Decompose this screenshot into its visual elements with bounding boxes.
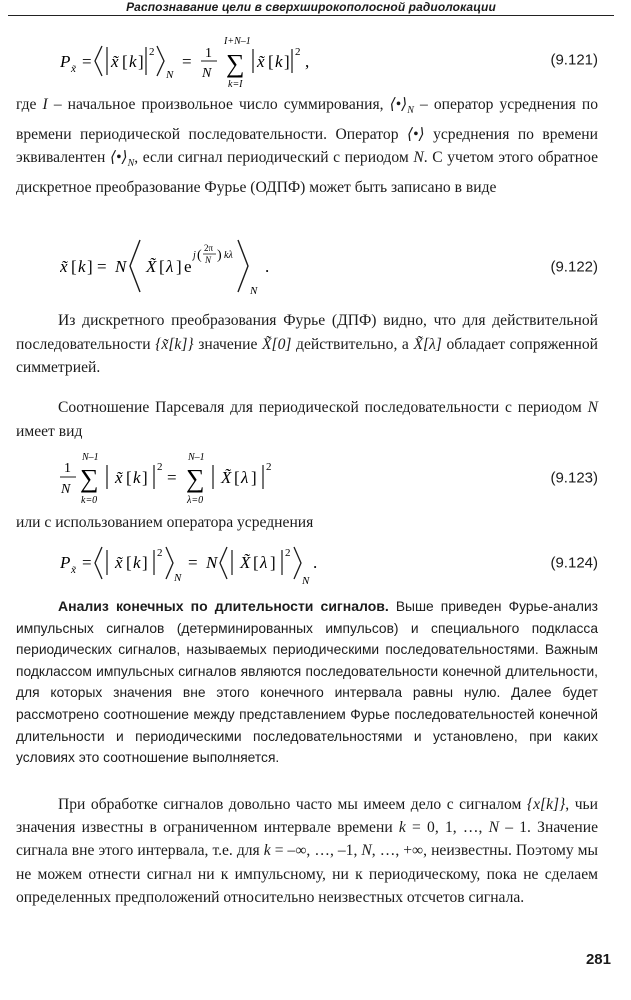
svg-text:X̃: X̃ [240, 553, 251, 572]
svg-text:N–1: N–1 [188, 452, 205, 463]
svg-text:1: 1 [205, 46, 212, 61]
svg-text:2π: 2π [204, 243, 214, 253]
equation-9-123-graphic [60, 448, 480, 508]
svg-text:N: N [61, 482, 71, 497]
equation-9-124-graphic [60, 535, 480, 591]
svg-text:2: 2 [285, 547, 291, 559]
svg-text:=: = [182, 52, 192, 71]
paragraph-text [16, 396, 598, 443]
svg-text:k: k [78, 257, 86, 276]
svg-text:N: N [206, 553, 218, 572]
svg-text:j: j [193, 250, 196, 261]
svg-text:[: [ [122, 52, 128, 71]
svg-text:k=I: k=I [228, 79, 243, 90]
svg-text:x̃: x̃ [115, 553, 123, 572]
paragraph-dft [16, 309, 598, 380]
text-run: Из дискретного преобразования Фурье (ДПФ) видно, что для действительной последовательности [16, 312, 598, 353]
svg-text:λ: λ [241, 468, 249, 487]
math-symbol: N [361, 842, 372, 860]
paragraph-known-interval [16, 793, 598, 909]
svg-text:X̃: X̃ [221, 468, 232, 487]
equation-number: (9.124) [550, 554, 598, 572]
svg-text:.: . [313, 553, 318, 572]
text-run: , …, +∞, неизвестны. Поэтому мы не можем отнести сигнал ни к импульсному, ни к периодическому, пока не сделаем определенных предположений относительно неизвестных отсчетов сигнала. [16, 842, 598, 906]
equation-number: (9.121) [550, 51, 598, 69]
svg-text:λ: λ [260, 553, 268, 572]
svg-text:e: e [184, 257, 192, 276]
svg-text:x̃: x̃ [257, 52, 265, 71]
equation-number: (9.122) [550, 258, 598, 276]
svg-text:.: . [265, 257, 270, 276]
text-run: = –∞, …, –1, [270, 842, 362, 860]
svg-text:[: [ [234, 468, 240, 487]
text-run: При обработке сигналов довольно часто мы имеем дело с сигналом [58, 796, 527, 813]
svg-text:kλ: kλ [224, 250, 233, 261]
svg-text:=: = [97, 257, 107, 276]
avg-operator: ⟨•⟩ [406, 125, 425, 143]
svg-text:I+N–1: I+N–1 [224, 36, 251, 47]
svg-text:P: P [60, 553, 71, 572]
svg-text:x̃: x̃ [71, 564, 76, 576]
math-symbol: k [263, 842, 271, 860]
paragraph-text [16, 309, 598, 380]
equation-9-122-graphic [60, 232, 480, 302]
svg-text:∑: ∑ [186, 464, 205, 493]
svg-text:x̃: x̃ [115, 468, 123, 487]
svg-text:(: ( [197, 248, 202, 263]
svg-text:[: [ [253, 553, 259, 572]
svg-text:]: ] [284, 52, 290, 71]
svg-text:=: = [188, 553, 198, 572]
math-symbol: N [413, 149, 424, 167]
svg-text:x̃: x̃ [111, 52, 119, 71]
text-run: значение [193, 335, 262, 353]
math-symbol: N [488, 819, 500, 837]
section-heading: Анализ конечных по длительности сигналов. [58, 598, 389, 614]
svg-text:2: 2 [149, 46, 155, 58]
avg-operator-n: $⟨•⟩_N$ [109, 149, 135, 170]
svg-text:N: N [250, 285, 258, 297]
paragraph-averaging [16, 93, 598, 200]
svg-text:[: [ [268, 52, 274, 71]
running-header-title: Распознавание цели в сверхширокополосной радиолокации [126, 0, 496, 14]
svg-text:X̃: X̃ [146, 257, 157, 276]
svg-text:]: ] [142, 553, 148, 572]
svg-text:k: k [275, 52, 283, 71]
svg-text:2: 2 [157, 461, 163, 473]
svg-text:]: ] [251, 468, 257, 487]
svg-text:k=0: k=0 [81, 495, 98, 506]
page-number: 281 [585, 951, 611, 968]
svg-text:]: ] [270, 553, 276, 572]
text-run: где [16, 96, 43, 113]
math-symbol: I [42, 96, 48, 113]
text-run: , чьи значения известны в ограниченном интервале времени [16, 796, 598, 837]
text-run: Соотношение Парсеваля для периодической последовательности с периодом [58, 399, 588, 416]
svg-text:): ) [217, 248, 222, 263]
equation-9-124 [16, 535, 598, 591]
paragraph-text: или с использованием оператора усреднения [16, 514, 314, 531]
spectrum-zero-symbol: X̃[0] [261, 335, 292, 353]
running-header [8, 0, 614, 16]
svg-text:]: ] [138, 52, 144, 71]
svg-text:P: P [60, 52, 71, 71]
svg-text:=: = [167, 468, 177, 487]
avg-operator-n: $⟨•⟩_N$ [389, 96, 414, 117]
svg-text:[: [ [71, 257, 77, 276]
svg-text:λ=0: λ=0 [187, 495, 204, 506]
text-run: – оператор усреднения по времени периодической последовательности. Оператор [16, 96, 598, 143]
svg-text:N: N [205, 255, 212, 265]
svg-text:N: N [115, 257, 127, 276]
text-run: обладает сопряженной симметрией. [16, 335, 599, 377]
svg-text:=: = [82, 553, 92, 572]
math-symbol: k [398, 819, 406, 837]
svg-text:]: ] [176, 257, 182, 276]
svg-text:[: [ [126, 553, 132, 572]
text-run: имеет вид [16, 422, 83, 440]
equation-9-122 [16, 232, 598, 302]
text-run: действительно, а [291, 335, 414, 353]
svg-text:N: N [166, 69, 174, 81]
svg-text:∑: ∑ [80, 464, 99, 493]
svg-text:2: 2 [157, 547, 163, 559]
equation-9-121 [16, 30, 598, 90]
text-run: , если сигнал периодический с периодом [134, 149, 414, 167]
paragraph-text [16, 93, 598, 200]
math-symbol: N [587, 399, 598, 416]
equation-9-121-graphic [60, 30, 480, 90]
svg-text:N: N [202, 66, 212, 81]
svg-text:∑: ∑ [226, 49, 245, 78]
paragraph-averaging-operator [16, 511, 598, 535]
svg-text:x̃: x̃ [60, 257, 68, 276]
svg-text:1: 1 [64, 461, 71, 476]
svg-text:x̃: x̃ [71, 63, 76, 75]
svg-text:,: , [305, 52, 310, 71]
svg-text:=: = [82, 52, 92, 71]
signal-symbol: {x[k]} [526, 796, 566, 813]
text-run: усреднения по времени эквивалентен [16, 125, 598, 167]
svg-text:N: N [302, 575, 310, 587]
svg-text:]: ] [87, 257, 93, 276]
svg-text:N: N [174, 572, 182, 584]
svg-text:2: 2 [295, 46, 301, 58]
sequence-symbol: {x̃[k]} [155, 335, 194, 353]
equation-9-123 [16, 448, 598, 508]
text-run: – начальное произвольное число суммирования, [47, 96, 390, 113]
paragraph-text [16, 793, 598, 909]
spectrum-symbol: X̃[λ] [413, 335, 442, 353]
text-run: = 0, 1, …, [405, 819, 489, 837]
svg-text:λ: λ [166, 257, 174, 276]
svg-text:k: k [133, 468, 141, 487]
svg-text:k: k [133, 553, 141, 572]
text-run: . С учетом этого обратное дискретное преобразование Фурье (ОДПФ) может быть записано в виде [16, 149, 598, 196]
text-run: Выше приведен Фурье-анализ импульсных сигналов (детерминированных импульсов) и специального подкласса периодических сигналов, называемых периодическими последовательностями. Важным подклассом импульсных сигналов являются последовательности конечной длительности, для которых значения вне этого конечного интервала равны нулю. Далее будет рассмотрено соотношение между представлением Фурье последовательностей конечной длительности и периодическими последовательностями и установлено, при каких условиях это соотношение выполняется. [16, 599, 598, 766]
equation-number: (9.123) [550, 469, 598, 487]
text-run: – 1. Значение сигнала вне этого интервала, т.е. для [16, 819, 598, 860]
svg-text:[: [ [159, 257, 165, 276]
paragraph-parseval [16, 396, 598, 443]
paragraph-finite-signals [16, 596, 598, 769]
paragraph-text [16, 596, 598, 769]
svg-text:k: k [129, 52, 137, 71]
svg-text:2: 2 [266, 461, 272, 473]
svg-text:N–1: N–1 [82, 452, 99, 463]
svg-text:]: ] [142, 468, 148, 487]
svg-text:[: [ [126, 468, 132, 487]
